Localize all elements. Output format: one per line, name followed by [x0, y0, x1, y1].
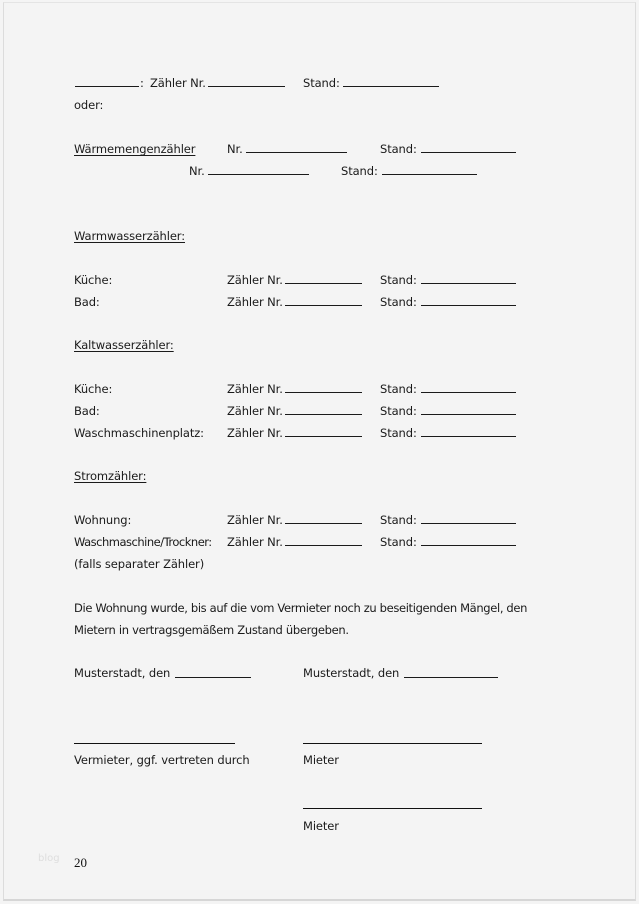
warm-water-kitchen-stand-blank[interactable]: [421, 283, 516, 284]
electricity-row-zaehler: Zähler Nr.: [227, 535, 283, 549]
landlord-signature-line[interactable]: [74, 743, 235, 744]
electricity-apartment-stand-blank[interactable]: [421, 523, 516, 524]
electricity-washer-stand-blank[interactable]: [421, 545, 516, 546]
warm-water-row-label: Bad:: [74, 295, 100, 309]
cold-water-row-stand: Stand:: [380, 426, 417, 440]
cold-water-row-zaehler: Zähler Nr.: [227, 426, 283, 440]
warm-water-kitchen-number-blank[interactable]: [285, 283, 362, 284]
date-right-blank[interactable]: [404, 677, 498, 678]
electricity-row-label: Waschmaschine/Trockner:: [74, 535, 212, 549]
electricity-heading: Stromzähler:: [74, 469, 147, 483]
heat-meter-nr-blank-2[interactable]: [208, 174, 309, 175]
heat-meter-nr-label-1: Nr.: [227, 142, 243, 156]
date-left-blank[interactable]: [175, 677, 251, 678]
handover-statement-line-1: Die Wohnung wurde, bis auf die vom Vermieter noch zu beseitigenden Mängel, den: [74, 601, 528, 615]
meter-number-blank[interactable]: [208, 86, 285, 87]
reading-blank[interactable]: [343, 86, 439, 87]
oder-label: oder:: [74, 98, 104, 112]
tenant-signature-label-2: Mieter: [303, 819, 339, 833]
cold-water-row-zaehler: Zähler Nr.: [227, 404, 283, 418]
handover-statement-line-2: Mietern in vertragsgemäßem Zustand übergeben.: [74, 623, 349, 637]
electricity-row-stand: Stand:: [380, 535, 417, 549]
electricity-note: (falls separater Zähler): [74, 557, 205, 571]
watermark-text: blog: [38, 853, 60, 864]
cold-water-washer-number-blank[interactable]: [285, 436, 362, 437]
heat-meter-stand-blank-2[interactable]: [382, 174, 477, 175]
warm-water-row-zaehler: Zähler Nr.: [227, 295, 283, 309]
cold-water-bath-number-blank[interactable]: [285, 414, 362, 415]
landlord-signature-label: Vermieter, ggf. vertreten durch: [74, 753, 250, 767]
heat-meter-nr-label-2: Nr.: [189, 164, 205, 178]
cold-water-row-label: Küche:: [74, 382, 113, 396]
heat-meter-stand-label-2: Stand:: [341, 164, 378, 178]
cold-water-row-label: Bad:: [74, 404, 100, 418]
heat-meter-heading: Wärmemengenzähler: [74, 142, 196, 156]
electricity-apartment-number-blank[interactable]: [285, 523, 362, 524]
place-date-left-label: Musterstadt, den: [74, 666, 171, 680]
place-date-right-label: Musterstadt, den: [303, 666, 400, 680]
tenant-signature-line-2[interactable]: [303, 808, 482, 809]
cold-water-row-stand: Stand:: [380, 404, 417, 418]
electricity-washer-number-blank[interactable]: [285, 545, 362, 546]
electricity-row-stand: Stand:: [380, 513, 417, 527]
warm-water-row-stand: Stand:: [380, 273, 417, 287]
warm-water-row-zaehler: Zähler Nr.: [227, 273, 283, 287]
meter-type-colon: :: [140, 76, 144, 90]
tenant-signature-line-1[interactable]: [303, 743, 482, 744]
tenant-signature-label-1: Mieter: [303, 753, 339, 767]
warm-water-row-label: Küche:: [74, 273, 113, 287]
warm-water-row-stand: Stand:: [380, 295, 417, 309]
electricity-row-zaehler: Zähler Nr.: [227, 513, 283, 527]
cold-water-bath-stand-blank[interactable]: [421, 414, 516, 415]
meter-type-blank[interactable]: [75, 86, 139, 87]
electricity-row-label: Wohnung:: [74, 513, 132, 527]
heat-meter-stand-blank-1[interactable]: [421, 152, 516, 153]
cold-water-kitchen-stand-blank[interactable]: [421, 392, 516, 393]
warm-water-heading: Warmwasserzähler:: [74, 229, 185, 243]
cold-water-heading: Kaltwasserzähler:: [74, 338, 174, 352]
cold-water-washer-stand-blank[interactable]: [421, 436, 516, 437]
cold-water-row-label: Waschmaschinenplatz:: [74, 426, 204, 440]
warm-water-bath-stand-blank[interactable]: [421, 305, 516, 306]
reading-label: Stand:: [303, 76, 340, 90]
cold-water-row-stand: Stand:: [380, 382, 417, 396]
cold-water-row-zaehler: Zähler Nr.: [227, 382, 283, 396]
cold-water-kitchen-number-blank[interactable]: [285, 392, 362, 393]
meter-number-label: Zähler Nr.: [150, 76, 206, 90]
heat-meter-stand-label-1: Stand:: [380, 142, 417, 156]
page-number: 20: [74, 855, 87, 870]
heat-meter-nr-blank-1[interactable]: [246, 152, 347, 153]
warm-water-bath-number-blank[interactable]: [285, 305, 362, 306]
